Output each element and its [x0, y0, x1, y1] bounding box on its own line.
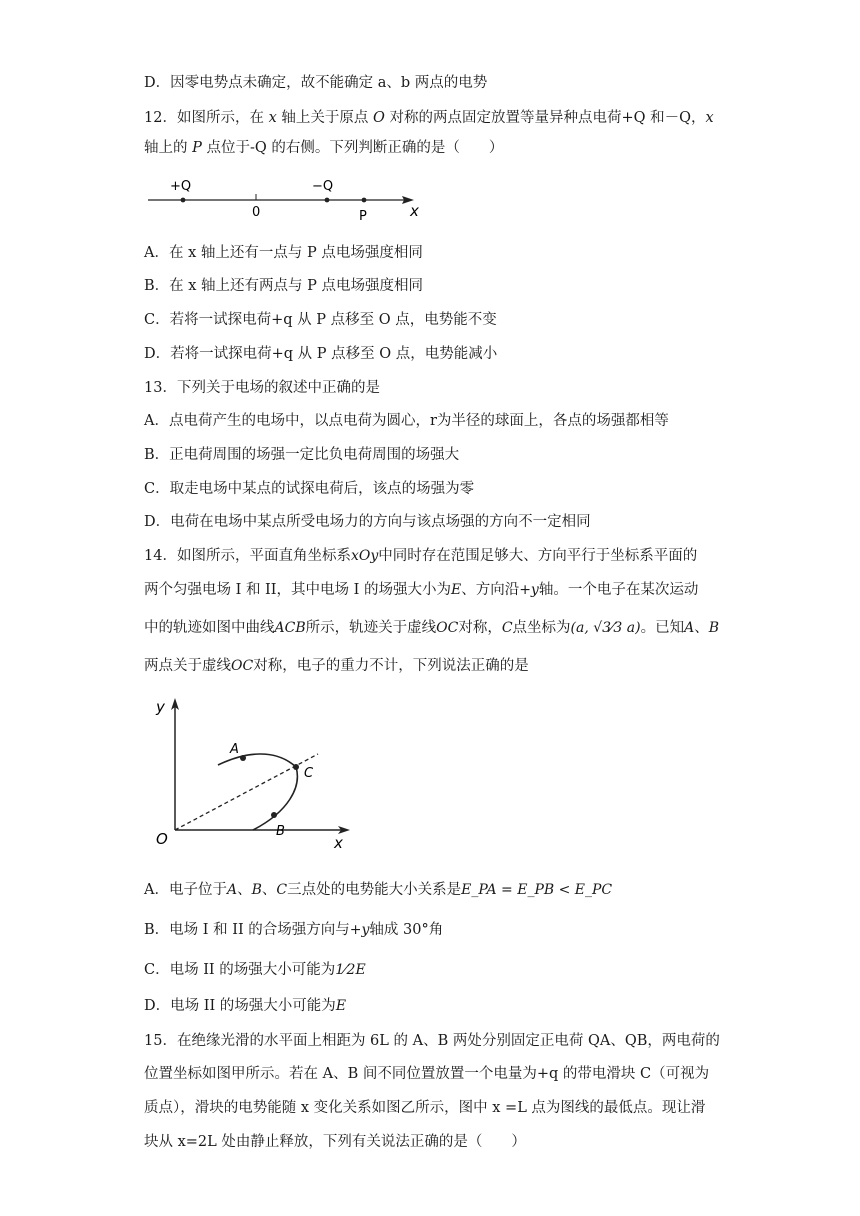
minus-q-dot: [325, 198, 330, 203]
point-a-dot: [240, 755, 246, 761]
math-plus-y: +y: [349, 922, 370, 938]
q14-trajectory-figure: [150, 694, 360, 854]
q12-option-b: B．在 x 轴上还有两点与 P 点电场强度相同: [144, 278, 424, 294]
math-c: C: [501, 620, 513, 636]
text: 、: [237, 882, 252, 898]
text: 轴。一个电子在某次运动: [538, 582, 699, 598]
label-o: O: [156, 830, 168, 848]
text: 三点处的电势能大小关系是: [287, 882, 462, 898]
math-oc: OC: [231, 658, 254, 674]
label-origin: 0: [252, 205, 261, 220]
text: 。已知: [640, 620, 685, 636]
math-oc: OC: [436, 620, 459, 636]
q13-option-d: D．电荷在电场中某点所受电场力的方向与该点场强的方向不一定相同: [144, 514, 591, 530]
text: B．电场 I 和 II 的合场强方向与: [144, 922, 350, 938]
q12-option-a: A．在 x 轴上还有一点与 P 点电场强度相同: [144, 245, 423, 261]
q15-stem-line2: 位置坐标如图甲所示。若在 A、B 间不同位置放置一个电量为+q 的带电滑块 C（可视为: [144, 1066, 710, 1082]
text: 两点关于虚线: [144, 658, 231, 674]
text: 、: [261, 882, 277, 898]
text: 、方向沿: [461, 582, 520, 598]
label-x: x: [334, 834, 343, 852]
q12-axis-figure: [146, 172, 426, 224]
q13-option-a: A．点电荷产生的电场中，以点电荷为圆心，r为半径的球面上，各点的场强都相等: [144, 413, 669, 429]
math-a: A: [226, 882, 238, 898]
q13-stem: 13．下列关于电场的叙述中正确的是: [144, 380, 380, 396]
text: D．电场 II 的场强大小可能为: [144, 998, 336, 1014]
math-e: E: [355, 962, 366, 978]
text: 所示，轨迹关于虚线: [305, 620, 437, 636]
label-y: y: [156, 698, 165, 716]
point-b-dot: [271, 812, 277, 818]
label-x: x: [410, 202, 419, 220]
q11-option-d: D．因零电势点未确定，故不能确定 a、b 两点的电势: [144, 75, 488, 91]
q12-stem-line2: [144, 138, 503, 158]
math-fraction: 1⁄2: [335, 962, 356, 978]
q14-option-a: [144, 880, 612, 900]
trajectory-acb: [218, 754, 297, 830]
math-a: A: [684, 620, 695, 636]
var-x: x: [268, 110, 277, 126]
label-b: B: [276, 824, 285, 839]
label-plus-q: +Q: [170, 179, 192, 194]
text: 中同时存在范围足够大、方向平行于坐标系平面的: [378, 548, 698, 564]
text: 轴上关于原点: [281, 110, 369, 126]
math-formula: E_PA = E_PB < E_PC: [461, 882, 613, 898]
point-c-dot: [293, 764, 299, 770]
q14-stem-line1: [144, 546, 697, 566]
math-e: E: [335, 998, 347, 1014]
q14-stem-line4: [144, 656, 529, 676]
text: 轴上的: [144, 140, 188, 156]
math-b: B: [251, 882, 262, 898]
q15-stem-line1: 15．在绝缘光滑的水平面上相距为 6L 的 A、B 两处分别固定正电荷 QA、QB，两电荷的: [144, 1033, 720, 1049]
math-c: C: [276, 882, 288, 898]
text: 对称，: [458, 620, 502, 636]
text: 点坐标为: [512, 620, 571, 636]
math-xoy: xOy: [350, 548, 379, 564]
text: 14．如图所示，平面直角坐标系: [144, 548, 351, 564]
q14-stem-line2: [144, 580, 698, 600]
p-dot: [362, 198, 367, 203]
q15-stem-line4: 块从 x=2L 处由静止释放，下列有关说法正确的是（ ）: [144, 1134, 526, 1150]
text: 对称，电子的重力不计，下列说法正确的是: [253, 658, 529, 674]
q13-option-b: B．正电荷周围的场强一定比负电荷周围的场强大: [144, 447, 460, 463]
math-e: E: [450, 582, 462, 598]
q12-stem-line1: [144, 108, 714, 128]
text: 、: [694, 620, 709, 636]
var-p: P: [192, 140, 202, 156]
text: C．电场 II 的场强大小可能为: [144, 962, 336, 978]
text: A．电子位于: [144, 882, 227, 898]
label-c: C: [304, 766, 314, 781]
plus-q-dot: [181, 198, 186, 203]
q14-option-c: [144, 960, 366, 980]
q14-option-d: [144, 996, 346, 1016]
text: 12．如图所示，在: [144, 110, 264, 126]
math-coordinate: (a, √3⁄3 a): [570, 620, 641, 636]
var-x: x: [705, 110, 714, 126]
math-b: B: [708, 620, 720, 636]
math-acb: ACB: [274, 620, 306, 636]
q15-stem-line3: 质点），滑块的电势能随 x 变化关系如图乙所示，图中 x =L 点为图线的最低点。现让滑: [144, 1100, 706, 1116]
var-o: O: [372, 110, 385, 126]
q12-option-d: D．若将一试探电荷+q 从 P 点移至 O 点，电势能减小: [144, 346, 498, 362]
text: 点位于-Q 的右侧。下列判断正确的是（ ）: [206, 140, 504, 156]
text: 中的轨迹如图中曲线: [144, 620, 275, 636]
label-p: P: [359, 209, 367, 224]
q13-option-c: C．取走电场中某点的试探电荷后，该点的场强为零: [144, 481, 475, 497]
text: 对称的两点固定放置等量异种点电荷+Q 和－Q，: [389, 110, 706, 126]
math-plus-y: +y: [519, 582, 539, 598]
label-a: A: [230, 742, 239, 757]
text: 两个匀强电场 I 和 II，其中电场 I 的场强大小为: [144, 582, 451, 598]
label-minus-q: −Q: [312, 179, 334, 194]
q12-option-c: C．若将一试探电荷+q 从 P 点移至 O 点，电势能不变: [144, 312, 497, 328]
q14-stem-line3: [144, 618, 719, 638]
q14-option-b: [144, 920, 443, 940]
text: 轴成 30°角: [369, 922, 444, 938]
